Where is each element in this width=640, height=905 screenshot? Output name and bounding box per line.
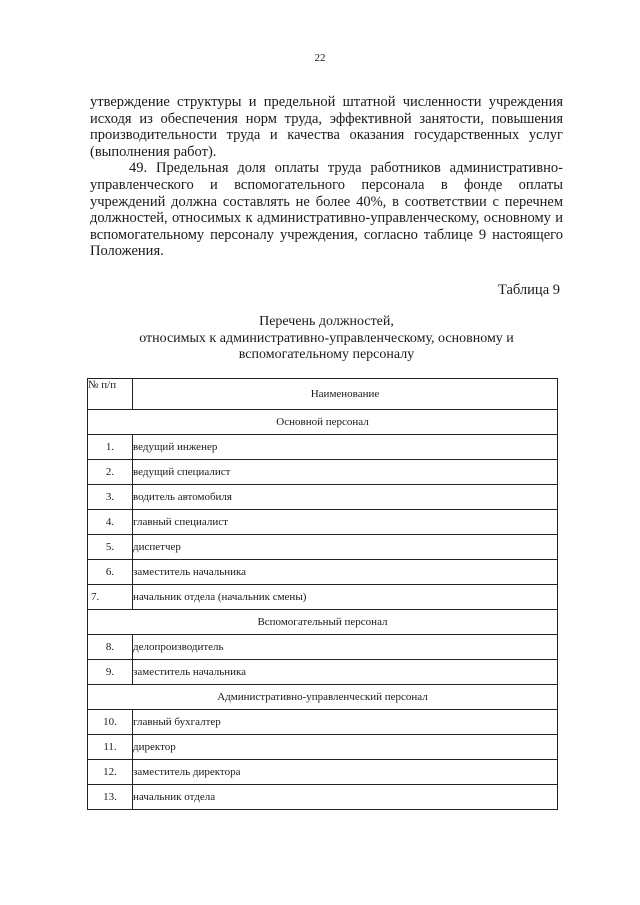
section-title: Административно-управленческий персонал (88, 685, 558, 710)
table-row (88, 785, 558, 810)
table-title-line: относимых к административно-управленческому, основному и (139, 330, 514, 346)
table-row (88, 735, 558, 760)
positions-table (87, 378, 558, 810)
row-name: главный бухгалтер (133, 710, 558, 735)
table-title-line: Перечень должностей, (259, 314, 394, 329)
section-row (88, 610, 558, 635)
row-number: 9. (88, 660, 133, 685)
paragraph-continuation: утверждение структуры и предельной штатной численности учреждения исходя из обеспечения норм труда, эффективной занятости, повышения производительности труда и качества оказания государственных услуг (выполнения работ). (90, 94, 563, 160)
row-name: директор (133, 735, 558, 760)
row-number: 4. (88, 510, 133, 535)
table-row (88, 460, 558, 485)
table-label: Таблица 9 (497, 282, 560, 298)
section-row (88, 685, 558, 710)
row-number: 3. (88, 485, 133, 510)
header-name: Наименование (133, 379, 558, 410)
table-row (88, 535, 558, 560)
row-number: 8. (88, 635, 133, 660)
section-row (88, 410, 558, 435)
row-number: 7. (88, 585, 133, 610)
table-row (88, 660, 558, 685)
table-title-line: вспомогательному персоналу (238, 347, 415, 362)
row-name: водитель автомобиля (133, 485, 558, 510)
row-name: ведущий инженер (133, 435, 558, 460)
row-number: 10. (88, 710, 133, 735)
row-name: диспетчер (133, 535, 558, 560)
section-title: Основной персонал (88, 410, 558, 435)
row-name: заместитель начальника (133, 560, 558, 585)
row-name: главный специалист (133, 510, 558, 535)
row-number: 6. (88, 560, 133, 585)
header-number: № п/п (88, 379, 133, 410)
body-text (90, 94, 563, 260)
table-row (88, 485, 558, 510)
row-number: 12. (88, 760, 133, 785)
table-header-row (88, 379, 558, 410)
page-number: 22 (314, 52, 326, 64)
row-name: начальник отдела (начальник смены) (133, 585, 558, 610)
table-title (90, 314, 563, 364)
table-row (88, 560, 558, 585)
row-name: заместитель начальника (133, 660, 558, 685)
row-name: начальник отдела (133, 785, 558, 810)
row-name: делопроизводитель (133, 635, 558, 660)
section-title: Вспомогательный персонал (88, 610, 558, 635)
row-number: 11. (88, 735, 133, 760)
table-row (88, 585, 558, 610)
table-row (88, 710, 558, 735)
row-name: ведущий специалист (133, 460, 558, 485)
paragraph-49: 49. Предельная доля оплаты труда работников административно-управленческого и вспомогательного персонала в фонде оплаты учреждений должна составлять не более 40%, в соответствии с перечнем должностей, относимых к административно-управленческому, основному и вспомогательному персоналу учреждения, согласно таблице 9 настоящего Положения. (90, 160, 563, 260)
row-number: 5. (88, 535, 133, 560)
row-number: 2. (88, 460, 133, 485)
row-number: 13. (88, 785, 133, 810)
table-row (88, 435, 558, 460)
table-row (88, 760, 558, 785)
table-row (88, 635, 558, 660)
table-row (88, 510, 558, 535)
row-name: заместитель директора (133, 760, 558, 785)
row-number: 1. (88, 435, 133, 460)
